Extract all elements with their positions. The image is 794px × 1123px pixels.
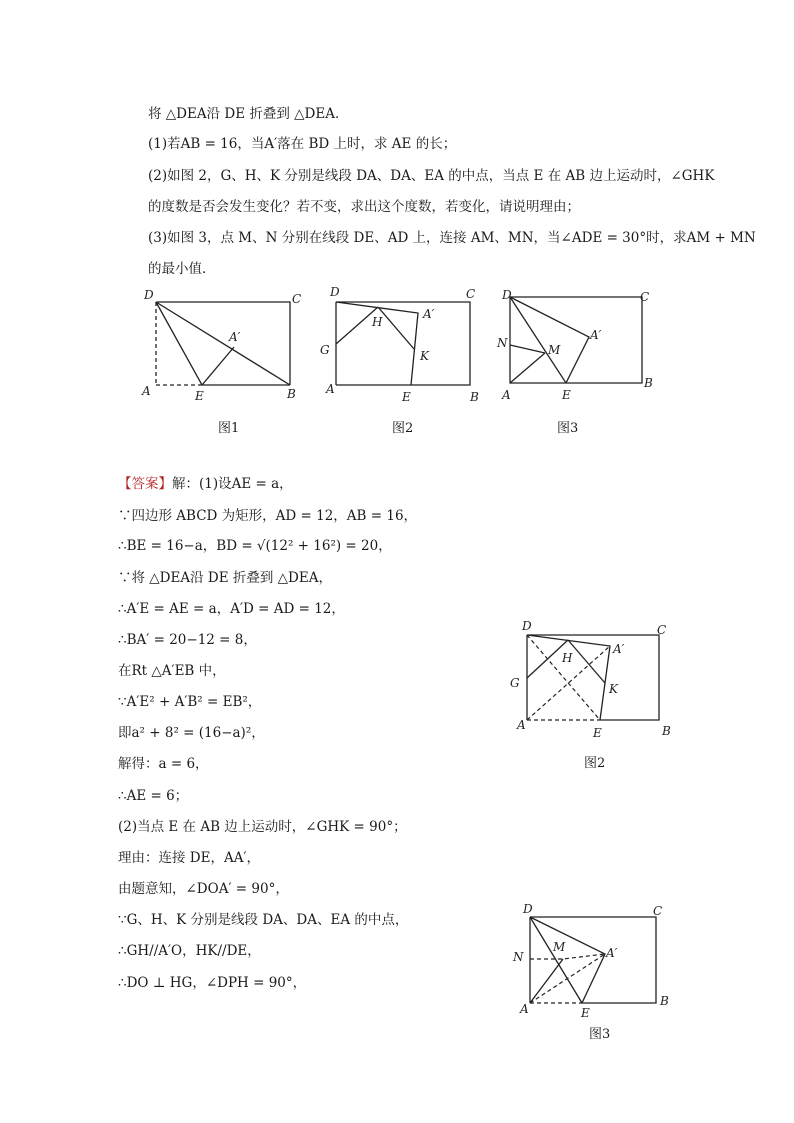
answer-line-2: ∵四边形 ABCD 为矩形，AD = 12，AB = 16， [118,508,418,524]
question-2-line2: 的度数是否会发生变化？若不变，求出这个度数，若变化，请说明理由； [148,199,580,215]
fig2-label-k: K [420,349,429,363]
ans3-label-b: B [660,994,669,1008]
answer-line-1: 【答案】解：(1)设AE = a， [118,476,293,492]
answer-tag: 【答案】 [118,476,172,492]
figure-1 [140,285,310,410]
ans2-label-e: E [593,726,602,740]
ans2-label-k: K [609,682,618,696]
question-1: (1)若AB = 16，当A′落在 BD 上时，求 AE 的长； [148,136,457,152]
fig2-label-d: D [330,285,340,299]
ans2-label-g: G [510,676,520,690]
ans2-label-c: C [657,623,667,637]
answer-line-12: (2)当点 E 在 AB 边上运动时，∠GHK = 90°； [118,819,407,835]
fig1-fold-de [156,302,202,385]
answer-line-8: ∵A′E² + A′B² = EB²， [118,694,262,710]
fig2-label-h: H [372,315,383,329]
question-3-line2: 的最小值． [148,261,216,277]
question-3-line1: (3)如图 3，点 M、N 分别在线段 DE、AD 上，连接 AM、MN，当∠ADE = 30°时，求AM + MN [148,230,756,246]
answer-line-7: 在Rt △A′EB 中， [118,663,226,679]
figure-3-caption: 图3 [557,421,579,436]
ans3-label-d: D [523,902,533,916]
ans2-label-a-prime: A′ [613,642,625,656]
answer-line-11: ∴AE = 6； [118,788,189,804]
ans3-label-a-prime: A′ [606,946,618,960]
problem-intro: 将 △DEA沿 DE 折叠到 △DEA． [148,106,349,122]
answer-line-3: ∴BE = 16−a，BD = √(12² + 16²) = 20， [118,538,392,554]
answer-line-9: 即a² + 8² = (16−a)²， [118,725,265,741]
ans3-label-c: C [653,904,663,918]
fig2-label-g: G [320,343,330,357]
fig2-label-a: A [326,382,335,396]
answer-line-17: ∴DO ⊥ HG，∠DPH = 90°， [118,975,307,991]
fig3-label-a: A [502,388,511,402]
fig3-label-n: N [497,336,508,350]
figure-2 [320,282,485,407]
answer-line-13: 理由：连接 DE，AA′， [118,850,261,866]
answer-figure-3 [508,897,678,1022]
ans3-label-e: E [581,1006,590,1020]
fig3-label-e: E [562,388,571,402]
fig3-label-b: B [644,376,653,390]
fig3-label-a-prime: A′ [590,328,602,342]
fig1-label-d: D [144,288,154,302]
answer-line-4: ∵将 △DEA沿 DE 折叠到 △DEA， [118,570,332,586]
answer-figure-3-caption: 图3 [589,1027,611,1042]
fig3-label-c: C [640,290,650,304]
figure-2-caption: 图2 [392,421,414,436]
answer-figure-2-caption: 图2 [584,756,606,771]
ans3-label-n: N [513,950,524,964]
ans3-label-m: M [553,940,566,954]
answer-line-6: ∴BA′ = 20−12 = 8， [118,632,257,648]
answer-line-14: 由题意知，∠DOA′ = 90°， [118,881,289,897]
fig2-label-a-prime: A′ [423,307,435,321]
ans2-label-d: D [522,619,532,633]
answer-line-5: ∴A′E = AE = a，A′D = AD = 12， [118,601,345,617]
ans2-label-h: H [562,651,573,665]
fig1-label-e: E [195,389,204,403]
answer-figure-2 [505,615,685,745]
fig3-label-m: M [548,343,561,357]
fig1-label-a: A [142,384,151,398]
answer-line-16: ∴GH//A′O，HK//DE， [118,943,261,959]
answer-line-15: ∵G、H、K 分别是线段 DA、DA、EA 的中点， [118,912,409,928]
fig2-label-c: C [466,287,476,301]
fig2-label-b: B [470,390,479,404]
answer-line-10: 解得：a = 6， [118,756,209,772]
fig1-label-b: B [287,387,296,401]
fig3-label-d: D [502,288,512,302]
question-2-line1: (2)如图 2，G、H、K 分别是线段 DA、DA、EA 的中点，当点 E 在 AB 边上运动时，∠GHK [148,168,715,184]
ans2-label-a: A [517,718,526,732]
ans3-label-a: A [520,1002,529,1016]
fig1-diagonal-bd [156,302,290,385]
fig1-edge-ea1 [202,347,234,385]
ans2-label-b: B [662,724,671,738]
fig2-label-e: E [402,390,411,404]
fig1-label-c: C [292,292,302,306]
figure-1-caption: 图1 [218,421,240,436]
fig1-label-a-prime: A′ [229,330,241,344]
figure-3 [494,282,659,407]
